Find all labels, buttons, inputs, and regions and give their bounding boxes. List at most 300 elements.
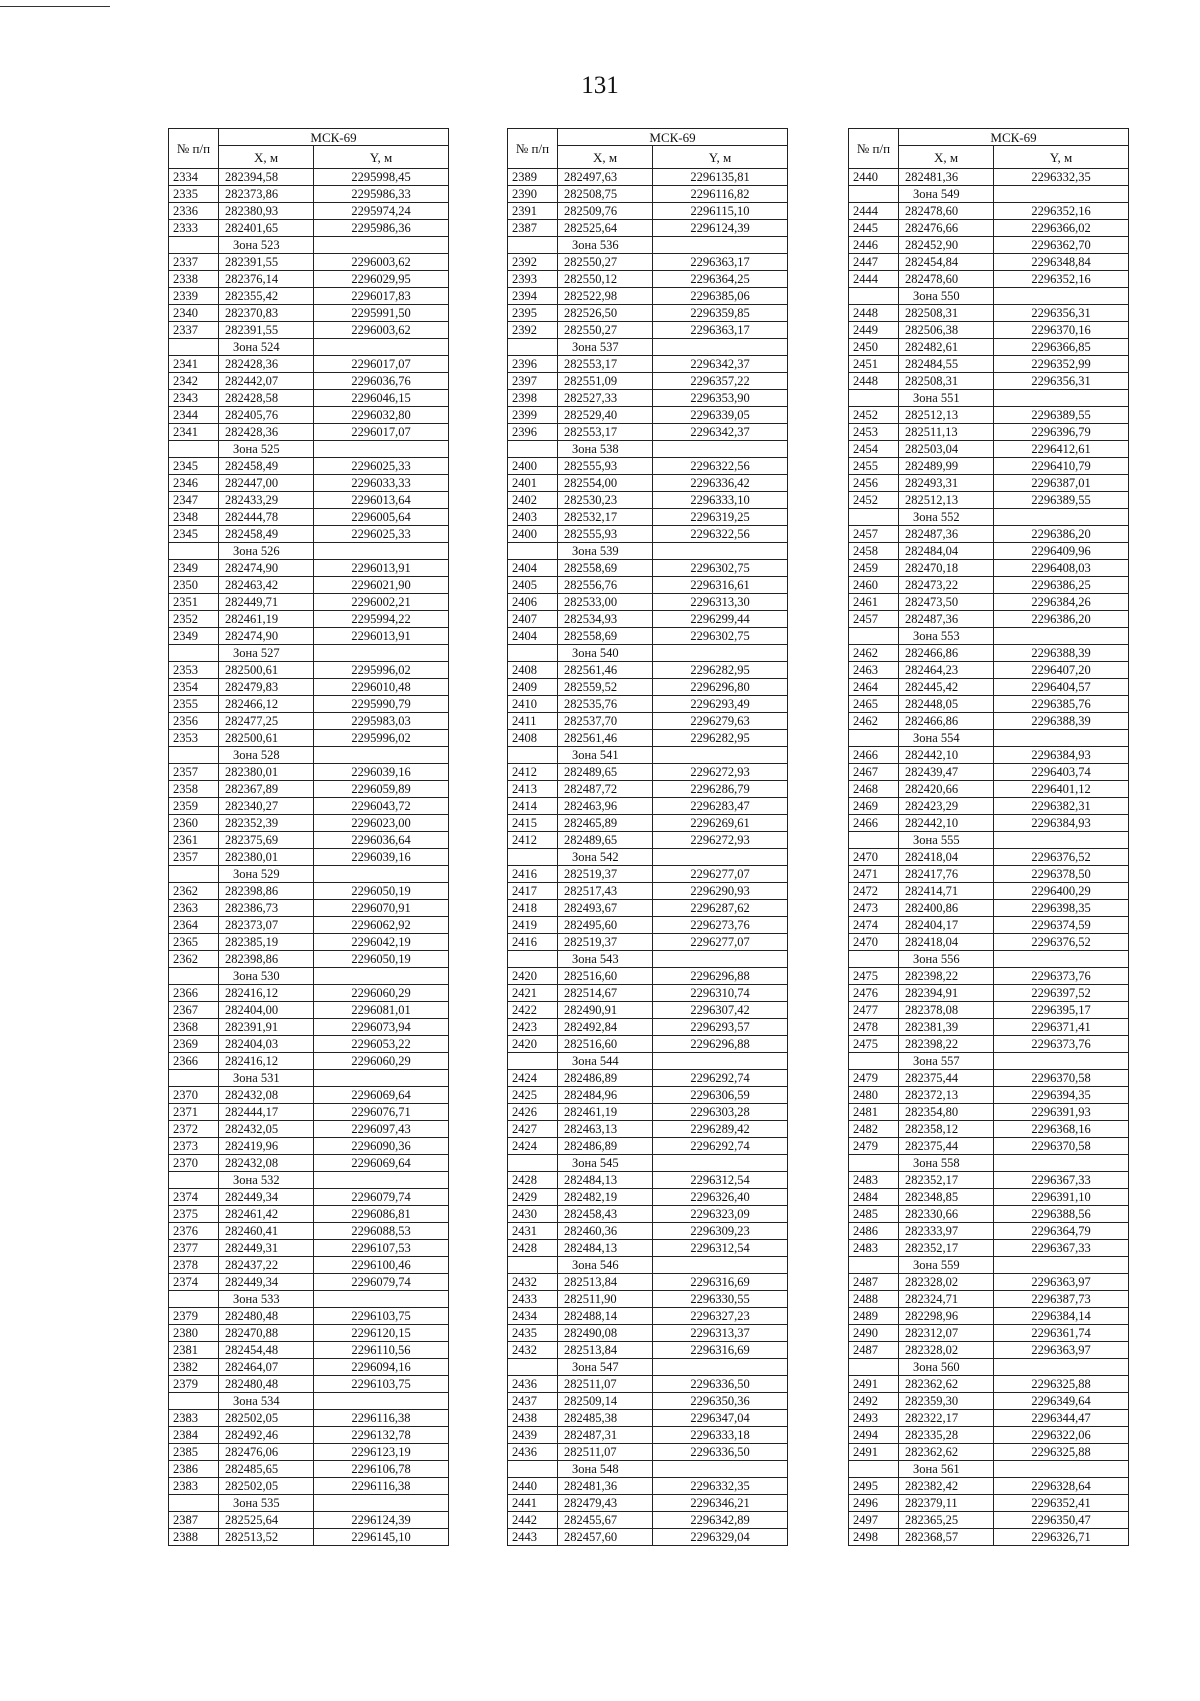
- y-coordinate: 2296328,64: [994, 1478, 1129, 1495]
- table-row: [508, 271, 788, 288]
- point-number: 2426: [508, 1104, 558, 1121]
- y-coordinate: 2296282,95: [653, 662, 788, 679]
- y-coordinate: 2296319,25: [653, 509, 788, 526]
- table-row: [169, 1376, 449, 1393]
- y-coordinate: 2296025,33: [314, 458, 449, 475]
- table-row: [169, 1223, 449, 1240]
- point-number: 2412: [508, 832, 558, 849]
- table-row: [169, 1002, 449, 1019]
- table-row: [849, 424, 1129, 441]
- y-coordinate: 2296363,97: [994, 1342, 1129, 1359]
- x-coordinate: 282398,22: [899, 968, 994, 985]
- table-row: [849, 1444, 1129, 1461]
- y-coordinate: 2296333,10: [653, 492, 788, 509]
- y-coordinate: 2296326,40: [653, 1189, 788, 1206]
- x-coordinate: 282375,44: [899, 1138, 994, 1155]
- table-row: [508, 1172, 788, 1189]
- table-row: [849, 1427, 1129, 1444]
- x-coordinate: 282418,04: [899, 849, 994, 866]
- zone-empty-cell: [849, 832, 899, 849]
- x-coordinate: 282484,96: [558, 1087, 653, 1104]
- x-coordinate: 282550,12: [558, 271, 653, 288]
- x-coordinate: 282373,07: [219, 917, 314, 934]
- x-coordinate: 282487,36: [899, 526, 994, 543]
- y-coordinate: 2296287,62: [653, 900, 788, 917]
- header-row: [169, 129, 449, 146]
- zone-empty-cell: [314, 747, 449, 764]
- x-coordinate: 282461,19: [558, 1104, 653, 1121]
- y-coordinate: 2296325,88: [994, 1376, 1129, 1393]
- y-coordinate: 2296272,93: [653, 764, 788, 781]
- zone-row: [508, 645, 788, 662]
- x-coordinate: 282372,13: [899, 1087, 994, 1104]
- x-coordinate: 282428,58: [219, 390, 314, 407]
- table-row: [849, 220, 1129, 237]
- x-coordinate: 282480,48: [219, 1308, 314, 1325]
- table-row: [508, 577, 788, 594]
- x-coordinate: 282466,12: [219, 696, 314, 713]
- table-row: [508, 186, 788, 203]
- table-row: [508, 560, 788, 577]
- point-number: 2444: [849, 271, 899, 288]
- table-row: [849, 203, 1129, 220]
- x-coordinate: 282352,39: [219, 815, 314, 832]
- point-number: 2441: [508, 1495, 558, 1512]
- x-coordinate: 282439,47: [899, 764, 994, 781]
- coordinates-table-3: [848, 128, 1129, 1546]
- point-number: 2361: [169, 832, 219, 849]
- point-number: 2392: [508, 322, 558, 339]
- x-coordinate: 282470,88: [219, 1325, 314, 1342]
- point-number: 2337: [169, 322, 219, 339]
- zone-empty-cell: [994, 1461, 1129, 1478]
- x-coordinate: 282400,86: [899, 900, 994, 917]
- x-coordinate: 282464,23: [899, 662, 994, 679]
- x-coordinate: 282432,05: [219, 1121, 314, 1138]
- point-number: 2440: [508, 1478, 558, 1495]
- x-coordinate: 282555,93: [558, 458, 653, 475]
- point-number: 2402: [508, 492, 558, 509]
- x-coordinate: 282437,22: [219, 1257, 314, 1274]
- table-row: [508, 628, 788, 645]
- y-coordinate: 2296059,89: [314, 781, 449, 798]
- point-number: 2352: [169, 611, 219, 628]
- point-number: 2467: [849, 764, 899, 781]
- y-coordinate: 2296060,29: [314, 1053, 449, 1070]
- zone-empty-cell: [653, 441, 788, 458]
- point-number: 2495: [849, 1478, 899, 1495]
- x-coordinate: 282479,83: [219, 679, 314, 696]
- y-coordinate: 2296353,90: [653, 390, 788, 407]
- zone-empty-cell: [849, 1257, 899, 1274]
- x-coordinate: 282535,76: [558, 696, 653, 713]
- zone-row: [508, 1053, 788, 1070]
- y-coordinate: 2296397,52: [994, 985, 1129, 1002]
- table-row: [508, 1427, 788, 1444]
- point-number: 2482: [849, 1121, 899, 1138]
- zone-row: [849, 390, 1129, 407]
- table-row: [169, 424, 449, 441]
- header-num: № п/п: [849, 129, 899, 169]
- table-row: [508, 832, 788, 849]
- zone-empty-cell: [508, 237, 558, 254]
- table-row: [169, 271, 449, 288]
- zone-label: Зона 530: [219, 968, 314, 985]
- x-coordinate: 282348,85: [899, 1189, 994, 1206]
- y-coordinate: 2296132,78: [314, 1427, 449, 1444]
- point-number: 2336: [169, 203, 219, 220]
- zone-row: [849, 951, 1129, 968]
- y-coordinate: 2296293,57: [653, 1019, 788, 1036]
- table-row: [169, 1308, 449, 1325]
- y-coordinate: 2296135,81: [653, 169, 788, 186]
- point-number: 2416: [508, 934, 558, 951]
- zone-empty-cell: [314, 1172, 449, 1189]
- y-coordinate: 2296002,21: [314, 594, 449, 611]
- zone-row: [849, 186, 1129, 203]
- y-coordinate: 2296310,74: [653, 985, 788, 1002]
- y-coordinate: 2296382,31: [994, 798, 1129, 815]
- zone-empty-cell: [994, 186, 1129, 203]
- point-number: 2450: [849, 339, 899, 356]
- scan-edge-line: [0, 6, 110, 7]
- point-number: 2383: [169, 1410, 219, 1427]
- y-coordinate: 2296356,31: [994, 305, 1129, 322]
- table-row: [849, 543, 1129, 560]
- point-number: 2413: [508, 781, 558, 798]
- x-coordinate: 282414,71: [899, 883, 994, 900]
- x-coordinate: 282404,03: [219, 1036, 314, 1053]
- x-coordinate: 282519,37: [558, 866, 653, 883]
- x-coordinate: 282444,78: [219, 509, 314, 526]
- point-number: 2488: [849, 1291, 899, 1308]
- point-number: 2359: [169, 798, 219, 815]
- y-coordinate: 2296286,79: [653, 781, 788, 798]
- table-row: [508, 883, 788, 900]
- point-number: 2362: [169, 951, 219, 968]
- table-row: [508, 1274, 788, 1291]
- table-row: [169, 628, 449, 645]
- point-number: 2381: [169, 1342, 219, 1359]
- table-row: [508, 220, 788, 237]
- table-row: [508, 1138, 788, 1155]
- point-number: 2403: [508, 509, 558, 526]
- x-coordinate: 282495,60: [558, 917, 653, 934]
- point-number: 2360: [169, 815, 219, 832]
- y-coordinate: 2296362,70: [994, 237, 1129, 254]
- zone-empty-cell: [508, 1155, 558, 1172]
- x-coordinate: 282428,36: [219, 356, 314, 373]
- table-row: [169, 1036, 449, 1053]
- table-row: [849, 1138, 1129, 1155]
- point-number: 2486: [849, 1223, 899, 1240]
- table-row: [849, 1240, 1129, 1257]
- y-coordinate: 2296332,35: [994, 169, 1129, 186]
- zone-label: Зона 548: [558, 1461, 653, 1478]
- y-coordinate: 2296272,93: [653, 832, 788, 849]
- point-number: 2343: [169, 390, 219, 407]
- x-coordinate: 282386,73: [219, 900, 314, 917]
- x-coordinate: 282398,86: [219, 951, 314, 968]
- table-row: [849, 662, 1129, 679]
- y-coordinate: 2296017,07: [314, 356, 449, 373]
- zone-label: Зона 558: [899, 1155, 994, 1172]
- zone-empty-cell: [994, 1359, 1129, 1376]
- point-number: 2409: [508, 679, 558, 696]
- y-coordinate: 2296403,74: [994, 764, 1129, 781]
- point-number: 2489: [849, 1308, 899, 1325]
- point-number: 2380: [169, 1325, 219, 1342]
- x-coordinate: 282463,13: [558, 1121, 653, 1138]
- y-coordinate: 2296332,35: [653, 1478, 788, 1495]
- table-row: [849, 526, 1129, 543]
- point-number: 2434: [508, 1308, 558, 1325]
- x-coordinate: 282559,52: [558, 679, 653, 696]
- y-coordinate: 2296410,79: [994, 458, 1129, 475]
- x-coordinate: 282513,52: [219, 1529, 314, 1546]
- point-number: 2487: [849, 1274, 899, 1291]
- table-row: [508, 1291, 788, 1308]
- table-row: [508, 509, 788, 526]
- zone-row: [508, 849, 788, 866]
- point-number: 2443: [508, 1529, 558, 1546]
- point-number: 2382: [169, 1359, 219, 1376]
- y-coordinate: 2296385,06: [653, 288, 788, 305]
- table-row: [169, 1427, 449, 1444]
- y-coordinate: 2296350,47: [994, 1512, 1129, 1529]
- table-row: [508, 679, 788, 696]
- x-coordinate: 282484,55: [899, 356, 994, 373]
- zone-label: Зона 544: [558, 1053, 653, 1070]
- point-number: 2375: [169, 1206, 219, 1223]
- point-number: 2357: [169, 849, 219, 866]
- y-coordinate: 2296013,91: [314, 628, 449, 645]
- point-number: 2356: [169, 713, 219, 730]
- point-number: 2338: [169, 271, 219, 288]
- header-row: [508, 129, 788, 146]
- y-coordinate: 2296347,04: [653, 1410, 788, 1427]
- y-coordinate: 2296303,28: [653, 1104, 788, 1121]
- point-number: 2407: [508, 611, 558, 628]
- x-coordinate: 282493,31: [899, 475, 994, 492]
- zone-row: [508, 441, 788, 458]
- y-coordinate: 2296299,44: [653, 611, 788, 628]
- zone-label: Зона 555: [899, 832, 994, 849]
- point-number: 2455: [849, 458, 899, 475]
- x-coordinate: 282534,93: [558, 611, 653, 628]
- y-coordinate: 2296290,93: [653, 883, 788, 900]
- table-row: [508, 288, 788, 305]
- zone-empty-cell: [849, 288, 899, 305]
- y-coordinate: 2296116,38: [314, 1410, 449, 1427]
- table-row: [169, 1444, 449, 1461]
- table-row: [849, 1291, 1129, 1308]
- table-row: [169, 1155, 449, 1172]
- table-row: [849, 339, 1129, 356]
- table-row: [508, 1342, 788, 1359]
- y-coordinate: 2296289,42: [653, 1121, 788, 1138]
- table-row: [849, 322, 1129, 339]
- table-row: [849, 271, 1129, 288]
- point-number: 2435: [508, 1325, 558, 1342]
- y-coordinate: 2296400,29: [994, 883, 1129, 900]
- y-coordinate: 2296039,16: [314, 764, 449, 781]
- y-coordinate: 2295991,50: [314, 305, 449, 322]
- zone-label: Зона 553: [899, 628, 994, 645]
- table-row: [849, 1121, 1129, 1138]
- point-number: 2483: [849, 1172, 899, 1189]
- y-coordinate: 2296367,33: [994, 1240, 1129, 1257]
- zone-row: [849, 628, 1129, 645]
- x-coordinate: 282529,40: [558, 407, 653, 424]
- x-coordinate: 282444,17: [219, 1104, 314, 1121]
- point-number: 2345: [169, 526, 219, 543]
- x-coordinate: 282555,93: [558, 526, 653, 543]
- zone-label: Зона 561: [899, 1461, 994, 1478]
- table-row: [169, 662, 449, 679]
- point-number: 2373: [169, 1138, 219, 1155]
- zone-row: [508, 543, 788, 560]
- y-coordinate: 2296408,03: [994, 560, 1129, 577]
- point-number: 2363: [169, 900, 219, 917]
- table-row: [169, 781, 449, 798]
- table-row: [169, 679, 449, 696]
- zone-row: [849, 1359, 1129, 1376]
- y-coordinate: 2296017,83: [314, 288, 449, 305]
- point-number: 2470: [849, 934, 899, 951]
- x-coordinate: 282445,42: [899, 679, 994, 696]
- table-row: [169, 900, 449, 917]
- x-coordinate: 282509,76: [558, 203, 653, 220]
- zone-label: Зона 535: [219, 1495, 314, 1512]
- y-coordinate: 2296352,16: [994, 203, 1129, 220]
- x-coordinate: 282502,05: [219, 1478, 314, 1495]
- x-coordinate: 282481,36: [899, 169, 994, 186]
- zone-row: [169, 543, 449, 560]
- x-coordinate: 282428,36: [219, 424, 314, 441]
- y-coordinate: 2296398,35: [994, 900, 1129, 917]
- point-number: 2427: [508, 1121, 558, 1138]
- x-coordinate: 282481,36: [558, 1478, 653, 1495]
- y-coordinate: 2296090,36: [314, 1138, 449, 1155]
- y-coordinate: 2296370,16: [994, 322, 1129, 339]
- point-number: 2429: [508, 1189, 558, 1206]
- x-coordinate: 282478,60: [899, 203, 994, 220]
- y-coordinate: 2296069,64: [314, 1087, 449, 1104]
- table-row: [508, 373, 788, 390]
- y-coordinate: 2296391,93: [994, 1104, 1129, 1121]
- table-row: [849, 1376, 1129, 1393]
- point-number: 2334: [169, 169, 219, 186]
- point-number: 2379: [169, 1308, 219, 1325]
- y-coordinate: 2296323,09: [653, 1206, 788, 1223]
- header-row: [849, 129, 1129, 146]
- table-row: [508, 390, 788, 407]
- x-coordinate: 282484,13: [558, 1172, 653, 1189]
- x-coordinate: 282423,29: [899, 798, 994, 815]
- y-coordinate: 2296124,39: [314, 1512, 449, 1529]
- point-number: 2473: [849, 900, 899, 917]
- zone-empty-cell: [169, 339, 219, 356]
- point-number: 2432: [508, 1274, 558, 1291]
- x-coordinate: 282550,27: [558, 254, 653, 271]
- point-number: 2432: [508, 1342, 558, 1359]
- x-coordinate: 282455,67: [558, 1512, 653, 1529]
- zone-label: Зона 551: [899, 390, 994, 407]
- point-number: 2494: [849, 1427, 899, 1444]
- zone-empty-cell: [653, 951, 788, 968]
- x-coordinate: 282509,14: [558, 1393, 653, 1410]
- zone-empty-cell: [169, 543, 219, 560]
- x-coordinate: 282432,08: [219, 1087, 314, 1104]
- y-coordinate: 2296115,10: [653, 203, 788, 220]
- zone-empty-cell: [508, 1053, 558, 1070]
- x-coordinate: 282447,00: [219, 475, 314, 492]
- table-row: [508, 968, 788, 985]
- table-row: [169, 356, 449, 373]
- zone-empty-cell: [849, 1359, 899, 1376]
- point-number: 2397: [508, 373, 558, 390]
- y-coordinate: 2296350,36: [653, 1393, 788, 1410]
- table-row: [508, 798, 788, 815]
- y-coordinate: 2296386,25: [994, 577, 1129, 594]
- point-number: 2349: [169, 560, 219, 577]
- point-number: 2370: [169, 1087, 219, 1104]
- y-coordinate: 2296293,49: [653, 696, 788, 713]
- x-coordinate: 282517,43: [558, 883, 653, 900]
- zone-row: [508, 747, 788, 764]
- point-number: 2431: [508, 1223, 558, 1240]
- x-coordinate: 282358,12: [899, 1121, 994, 1138]
- zone-label: Зона 540: [558, 645, 653, 662]
- table-row: [508, 713, 788, 730]
- x-coordinate: 282502,05: [219, 1410, 314, 1427]
- zone-empty-cell: [994, 390, 1129, 407]
- y-coordinate: 2296395,17: [994, 1002, 1129, 1019]
- zone-label: Зона 525: [219, 441, 314, 458]
- point-number: 2458: [849, 543, 899, 560]
- point-number: 2430: [508, 1206, 558, 1223]
- point-number: 2351: [169, 594, 219, 611]
- zone-row: [169, 968, 449, 985]
- y-coordinate: 2296302,75: [653, 628, 788, 645]
- x-coordinate: 282525,64: [219, 1512, 314, 1529]
- zone-empty-cell: [508, 645, 558, 662]
- table-row: [169, 1274, 449, 1291]
- zone-empty-cell: [508, 543, 558, 560]
- y-coordinate: 2296342,37: [653, 356, 788, 373]
- table-row: [169, 526, 449, 543]
- x-coordinate: 282513,84: [558, 1274, 653, 1291]
- point-number: 2365: [169, 934, 219, 951]
- table-row: [508, 1019, 788, 1036]
- x-coordinate: 282488,14: [558, 1308, 653, 1325]
- y-coordinate: 2296359,85: [653, 305, 788, 322]
- y-coordinate: 2296309,23: [653, 1223, 788, 1240]
- y-coordinate: 2296384,14: [994, 1308, 1129, 1325]
- point-number: 2347: [169, 492, 219, 509]
- zone-empty-cell: [653, 237, 788, 254]
- point-number: 2392: [508, 254, 558, 271]
- coordinates-table-1: [168, 128, 449, 1546]
- table-row: [169, 611, 449, 628]
- table-row: [508, 305, 788, 322]
- table-row: [508, 1087, 788, 1104]
- table-row: [169, 475, 449, 492]
- x-coordinate: 282442,10: [899, 747, 994, 764]
- zone-empty-cell: [653, 645, 788, 662]
- y-coordinate: 2296079,74: [314, 1189, 449, 1206]
